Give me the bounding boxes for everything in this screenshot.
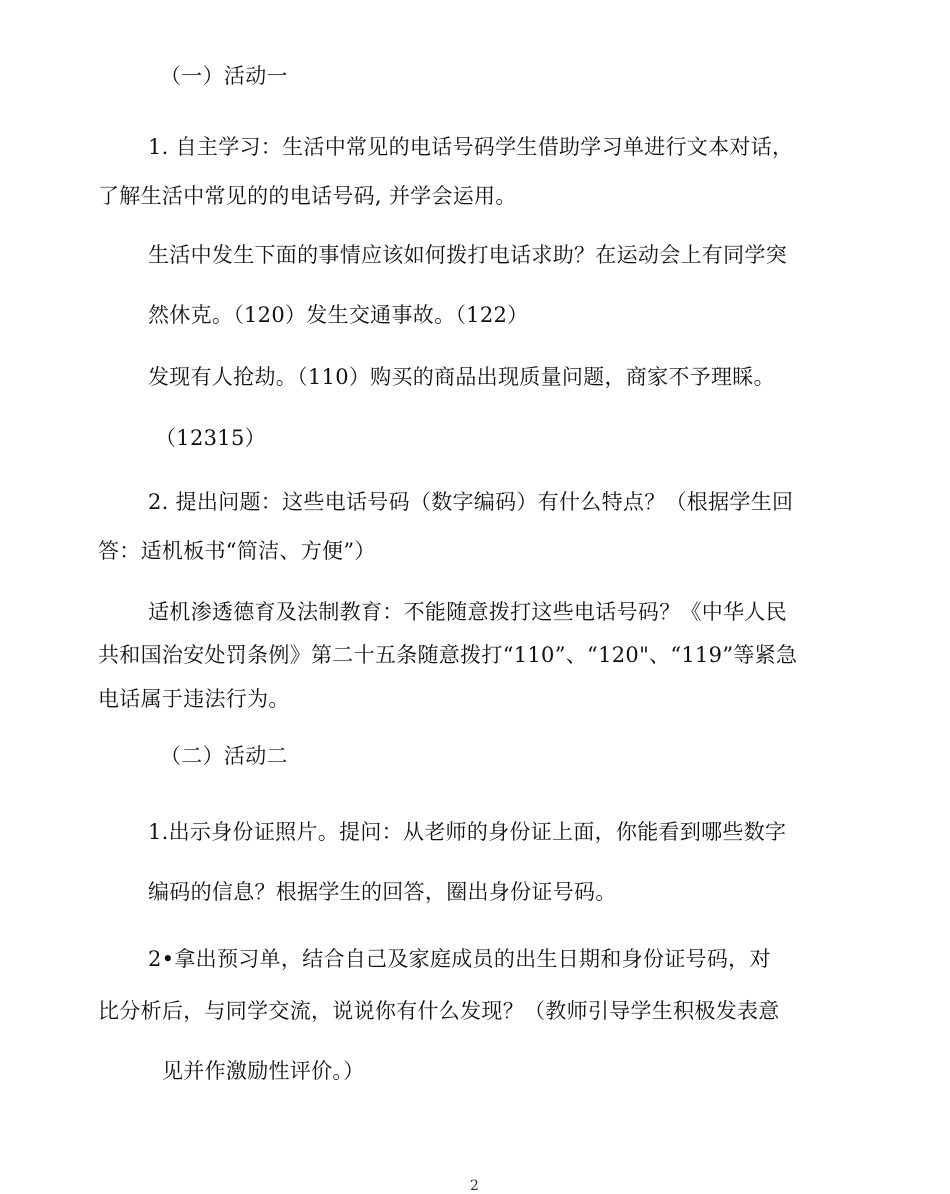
paragraph-line: 1.出示身份证照片。提问：从老师的身份证上面，你能看到哪些数字 xyxy=(148,820,787,844)
paragraph-line: 共和国治安处罚条例》第二十五条随意拨打“110”、“120"、“119”等紧急 xyxy=(98,643,798,667)
paragraph-line: 比分析后，与同学交流，说说你有什么发现？（教师引导学生积极发表意 xyxy=(98,999,780,1023)
paragraph-line: 适机渗透德育及法制教育：不能随意拨打这些电话号码？《中华人民 xyxy=(148,600,787,624)
paragraph-line: （12315） xyxy=(155,426,266,450)
paragraph-line: 见并作激励性评价。） xyxy=(162,1059,365,1083)
section-heading-activity-two: （二）活动二 xyxy=(160,744,288,768)
paragraph-line: 电话属于违法行为。 xyxy=(98,687,290,711)
page-number: 2 xyxy=(470,1178,479,1194)
paragraph-line: 然休克。（120）发生交通事故。（122） xyxy=(148,303,529,327)
paragraph-line: 答：适机板书“简洁、方便”） xyxy=(98,539,376,563)
paragraph-line: 2. 提出问题：这些电话号码（数字编码）有什么特点？（根据学生回 xyxy=(148,490,794,514)
paragraph-line: 发现有人抢劫。（110）购买的商品出现质量问题，商家不予理睬。 xyxy=(148,365,775,389)
paragraph-line: 2•拿出预习单，结合自己及家庭成员的出生日期和身份证号码，对 xyxy=(148,947,771,971)
section-heading-activity-one: （一）活动一 xyxy=(160,64,288,88)
paragraph-line: 生活中发生下面的事情应该如何拨打电话求助？在运动会上有同学突 xyxy=(148,243,787,267)
paragraph-line: 编码的信息？根据学生的回答，圈出身份证号码。 xyxy=(148,880,617,904)
paragraph-line: 了解生活中常见的的电话号码, 并学会运用。 xyxy=(98,184,517,208)
paragraph-line: 1. 自主学习：生活中常见的电话号码学生借助学习单进行文本对话， xyxy=(148,135,794,159)
